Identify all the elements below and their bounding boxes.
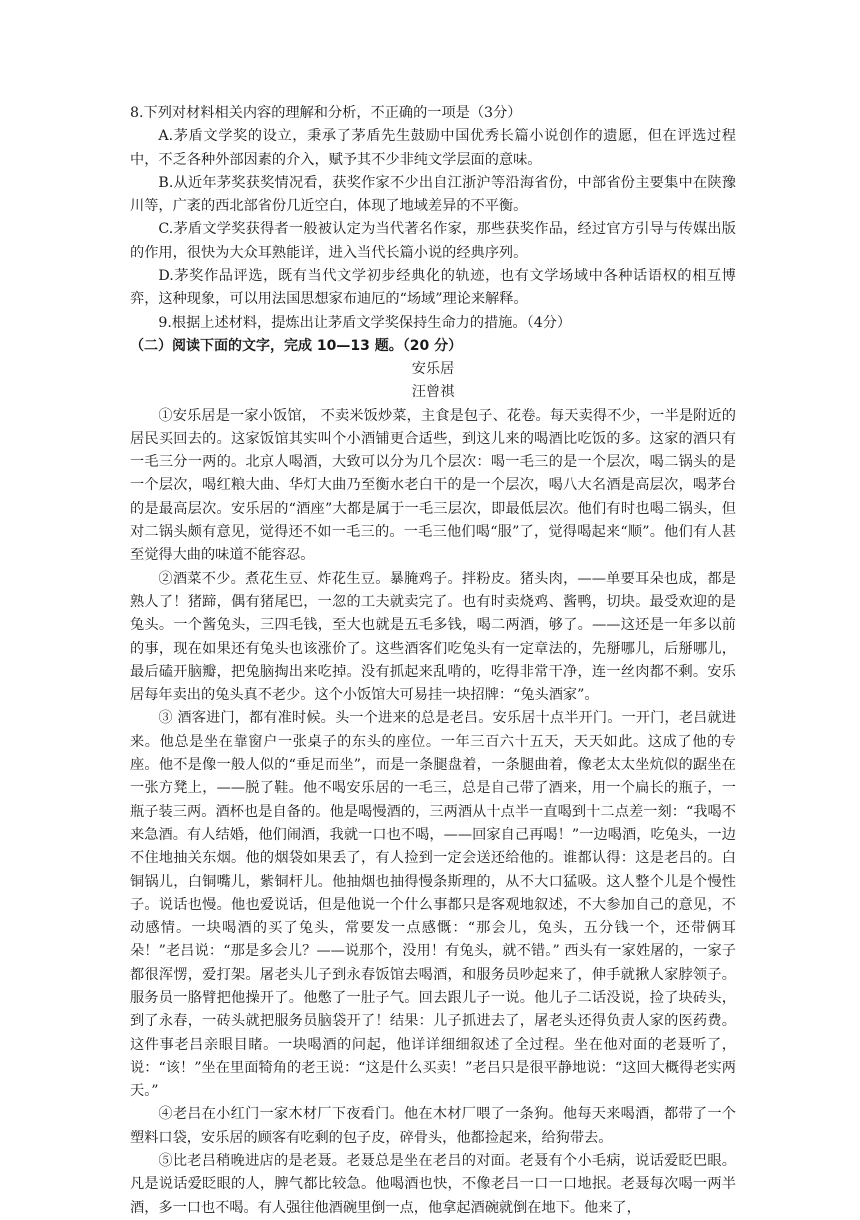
passage-paragraph-3: ③ 酒客进门，都有准时候。头一个进来的总是老吕。安乐居十点半开门。一开门，老吕就进来。他总是坐在靠窗户一张桌子的东头的座位。一年三百六十五天，天天如此。这成了他的专座。他不是像一般人似的“垂足而坐”，而是一条腿盘着，一条腿曲着，像老太太坐炕似的踞坐在一张方凳上，——脱了鞋。他不喝安乐居的一毛三，总是自己带了酒来，用一个扁长的瓶子，一瓶子装三两。酒杯也是自备的。他是喝慢酒的，三两酒从十点半一直喝到十二点差一刻：“我喝不来急酒。有人结婚，他们闹酒，我就一口也不喝，——回家自己再喝！”一边喝酒，吃兔头，一边不住地抽关东烟。他的烟袋如果丢了，有人捡到一定会送还给他的。谁都认得：这是老吕的。白铜锅儿，白铜嘴儿，紫铜杆儿。他抽烟也抽得慢条斯理的，从不大口猛吸。这人整个儿是个慢性子。说话也慢。他也爱说话，但是他说一个什么事都只是客观地叙述，不大参加自己的意见，不动感情。一块喝酒的买了兔头，常要发一点感慨：“那会儿，兔头，五分钱一个，还带俩耳朵！”老吕说：“那是多会儿？——说那个，没用！有兔头，就不错。” 西头有一家姓屠的，一家子都很浑愣，爱打架。屠老头儿子到永春饭馆去喝酒，和服务员吵起来了，伸手就揪人家脖领子。服务员一胳臂把他操开了。他憋了一肚子气。回去跟儿子一说。他儿子二话没说，捡了块砖头，到了永春，一砖头就把服务员脑袋开了！结果：儿子抓进去了，屠老头还得负责人家的医药费。这件事老吕亲眼目睹。一块喝酒的问起，他详详细细叙述了全过程。坐在他对面的老聂听了，说：“该！”坐在里面犄角的老王说：“这是什么买卖！”老吕只是很平静地说：“这回大概得老实两天。” — [130, 710, 736, 1100]
question-9-stem: 9.根据上述材料，提炼出让茅盾文学奖保持生命力的措施。（4分） — [158, 314, 572, 331]
section-heading: （二）阅读下面的文字，完成 10—13 题。（20 分） — [130, 337, 463, 354]
passage-paragraph-1: ①安乐居是一家小饭馆， 不卖米饭炒菜，主食是包子、花卷。每天卖得不少，一半是附近的居民买回去的。这家饭馆其实叫个小酒铺更合适些，到这儿来的喝酒比吃饭的多。这家的酒只有一毛三分一两的。北京人喝酒，大致可以分为几个层次：喝一毛三的是一个层次，喝二锅头的是一个层次，喝红粮大曲、华灯大曲乃至衡水老白干的是一个层次，喝八大名酒是高层次，喝茅台的是最高层次。安乐居的“酒座”大都是属于一毛三层次，即最低层次。他们有时也喝二锅头，但对二锅头颇有意见，觉得还不如一毛三的。一毛三他们喝“服”了，觉得喝起来“顺”。他们有人甚至觉得大曲的味道不能容忍。 — [130, 407, 736, 564]
question-8-option-c: C.茅盾文学奖获得者一般被认定为当代著名作家，那些获奖作品，经过官方引导与传媒出版的作用，很快为大众耳熟能详，进入当代长篇小说的经典序列。 — [130, 221, 736, 261]
passage-paragraph-4: ④老吕在小红门一家木材厂下夜看门。他在木材厂喂了一条狗。他每天来喝酒，都带了一个塑料口袋，安乐居的顾客有吃剩的包子皮，碎骨头，他都捡起来，给狗带去。 — [130, 1106, 736, 1146]
question-8-stem: 8.下列对材料相关内容的理解和分析，不正确的一项是（3分） — [130, 105, 522, 121]
question-8-option-d: D.茅奖作品评选，既有当代文学初步经典化的轨迹，也有文学场域中各种话语权的相互博弈，这种现象，可以用法国思想家布迪厄的“场域”理论来解释。 — [130, 268, 736, 308]
passage-paragraph-2: ②酒菜不少。煮花生豆、炸花生豆。暴腌鸡子。拌粉皮。猪头肉，——单要耳朵也成，都是熟人了！猪蹄，偶有猪尾巴，一忽的工夫就卖完了。也有时卖烧鸡、酱鸭，切块。最受欢迎的是兔头。一个酱兔头，三四毛钱，至大也就是五毛多钱，喝二两酒，够了。——这还是一年多以前的事，现在如果还有兔头也该涨价了。这些酒客们吃兔头有一定章法的，先掰哪儿，后掰哪儿，最后磕开脑瓣，把兔脑掏出来吃掉。没有抓起来乱啃的，吃得非常干净，连一丝肉都不剩。安乐居每年卖出的兔头真不老少。这个小饭馆大可易挂一块招牌：“兔头酒家”。 — [130, 570, 736, 704]
passage-title: 安乐居 — [411, 360, 455, 377]
question-8-option-b: B.从近年茅奖获奖情况看，获奖作家不少出自江浙沪等沿海省份，中部省份主要集中在陕豫川等，广袤的西北部省份几近空白，体现了地域差异的不平衡。 — [130, 174, 736, 215]
question-8-option-a: A.茅盾文学奖的设立，秉承了茅盾先生鼓励中国优秀长篇小说创作的遗愿，但在评选过程中，不乏各种外部因素的介入，赋予其不少非纯文学层面的意味。 — [130, 128, 736, 168]
document-page — [130, 102, 736, 1220]
passage-author: 汪曾祺 — [411, 384, 455, 401]
passage-paragraph-5: ⑤比老吕稍晚进店的是老聂。老聂总是坐在老吕的对面。老聂有个小毛病，说话爱眨巴眼。凡是说话爱眨眼的人，脾气都比较急。他喝酒也快，不像老吕一口一口地抿。老聂每次喝一两半酒，多一口也不喝。有人强往他酒碗里倒一点，他拿起酒碗就倒在地下。他来了， — [130, 1153, 736, 1216]
